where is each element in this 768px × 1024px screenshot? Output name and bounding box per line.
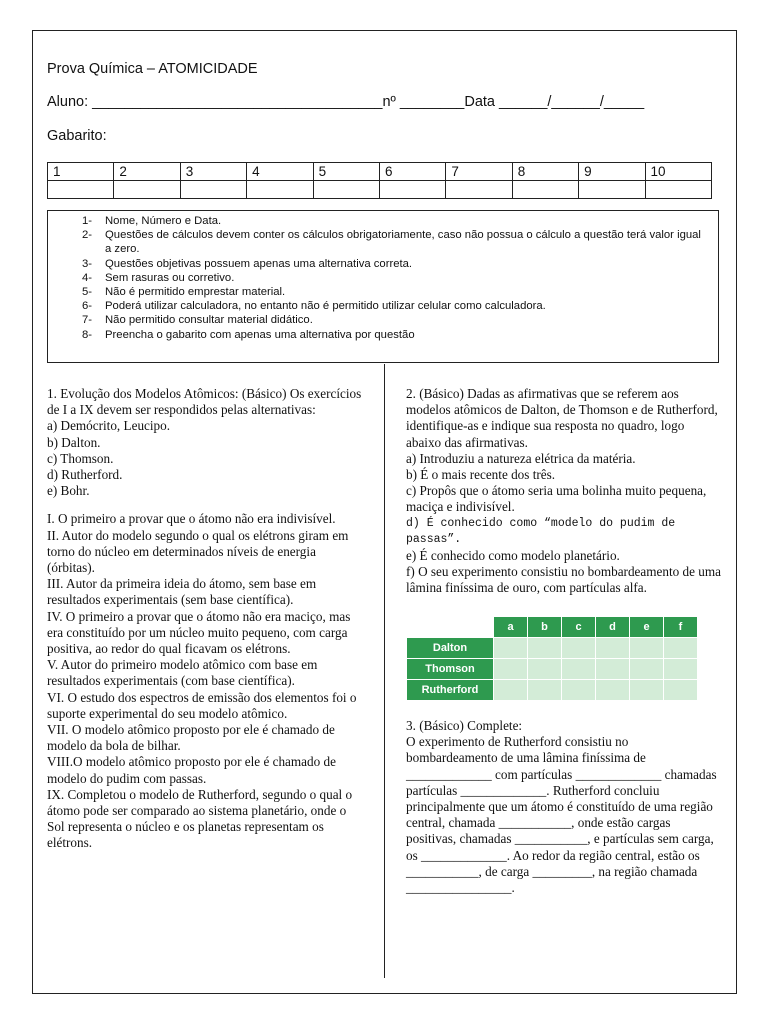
q1-option: b) Dalton. — [47, 434, 101, 450]
answer-key-grid — [47, 162, 712, 199]
models-answer-cell[interactable] — [596, 659, 630, 680]
models-column-header: d — [596, 617, 630, 638]
rule-text: Sem rasuras ou corretivo. — [105, 271, 235, 284]
models-answer-cell[interactable] — [664, 680, 698, 701]
q2-statement: d) É conhecido como “modelo do pudim de passas”. — [406, 516, 676, 546]
answer-key-number: 5 — [313, 163, 379, 181]
answer-cell[interactable] — [48, 181, 114, 199]
question-3 — [406, 718, 722, 896]
question-1 — [47, 386, 365, 852]
q1-item: IX. Completou o modelo de Rutherford, segundo o qual o átomo pode ser comparado ao sistema planetário, onde o Sol representa o núcleo e os planetas representam os elétrons. — [47, 786, 353, 851]
models-column-header: e — [630, 617, 664, 638]
answer-key-number: 7 — [446, 163, 512, 181]
rule-text: Não permitido consultar material didático. — [105, 314, 313, 327]
q2-statement: e) É conhecido como modelo planetário. — [406, 548, 620, 564]
rule-number: 7- — [82, 314, 93, 327]
q1-item: V. Autor do primeiro modelo atômico com base em resultados experimentais (com base científica). — [47, 657, 318, 689]
answer-key-number: 4 — [247, 163, 313, 181]
models-answer-cell[interactable] — [494, 638, 528, 659]
rule-text: Não é permitido emprestar material. — [105, 286, 286, 299]
q3-title: 3. (Básico) Complete: — [406, 718, 523, 733]
models-column-header: c — [562, 617, 596, 638]
q1-option: e) Bohr. — [47, 483, 90, 499]
rule-item — [82, 313, 702, 327]
models-answer-cell[interactable] — [664, 638, 698, 659]
q1-item: I. O primeiro a provar que o átomo não era indivisível. — [47, 511, 336, 527]
models-column-header: b — [528, 617, 562, 638]
answer-cell[interactable] — [180, 181, 246, 199]
answer-key-numbers-row — [48, 163, 712, 181]
q2-statement: c) Propôs que o átomo seria uma bolinha muito pequena, maciça e indivisível. — [406, 483, 707, 515]
rule-number: 2- — [82, 229, 93, 242]
models-column-header: a — [494, 617, 528, 638]
models-answer-cell[interactable] — [562, 659, 596, 680]
models-answer-cell[interactable] — [664, 659, 698, 680]
q1-option: a) Demócrito, Leucipo. — [47, 418, 171, 434]
models-row-header: Rutherford — [407, 680, 494, 701]
rule-text: Poderá utilizar calculadora, no entanto não é permitido utilizar celular como calculadora. — [105, 300, 546, 313]
answer-key-number: 9 — [579, 163, 645, 181]
models-answer-cell[interactable] — [528, 659, 562, 680]
answer-cell[interactable] — [114, 181, 180, 199]
answer-key-number: 6 — [379, 163, 445, 181]
models-answer-cell[interactable] — [630, 680, 664, 701]
column-divider — [384, 364, 385, 978]
models-header-row — [407, 617, 698, 638]
rule-number: 6- — [82, 300, 93, 313]
answer-cell[interactable] — [579, 181, 645, 199]
answer-cell[interactable] — [379, 181, 445, 199]
answer-cell[interactable] — [645, 181, 711, 199]
rule-item — [82, 328, 702, 342]
rule-item — [82, 214, 702, 228]
q2-statement: a) Introduziu a natureza elétrica da matéria. — [406, 450, 636, 466]
rules-list — [82, 214, 702, 342]
q1-item: II. Autor do modelo segundo o qual os elétrons giram em torno do núcleo em determinados níveis de energia (órbitas). — [47, 527, 349, 576]
answer-key-number: 1 — [48, 163, 114, 181]
rule-text: Questões de cálculos devem conter os cálculos obrigatoriamente, caso não possua o cálculo a questão terá valor igual a zero. — [105, 229, 701, 256]
q1-item: VIII.O modelo atômico proposto por ele é chamado de modelo do pudim com passas. — [47, 754, 336, 786]
rule-text: Nome, Número e Data. — [105, 215, 222, 227]
q2-intro: 2. (Básico) Dadas as afirmativas que se referem aos modelos atômicos de Dalton, de Thomson e de Rutherford, identifique-as e indique sua resposta no quadro, logo abaixo das afirmativas. — [406, 386, 718, 450]
models-answer-table — [406, 616, 698, 701]
models-answer-cell[interactable] — [562, 680, 596, 701]
q2-statement: b) É o mais recente dos três. — [406, 467, 556, 483]
models-row-thomson — [407, 659, 698, 680]
rule-item — [82, 271, 702, 285]
answer-cell[interactable] — [313, 181, 379, 199]
models-row-rutherford — [407, 680, 698, 701]
rule-item — [82, 299, 702, 313]
models-answer-cell[interactable] — [596, 680, 630, 701]
rule-text: Preencha o gabarito com apenas uma alternativa por questão — [105, 328, 415, 341]
answer-key-number: 8 — [512, 163, 578, 181]
models-row-dalton — [407, 638, 698, 659]
q1-item: VI. O estudo dos espectros de emissão dos elementos foi o suporte experimental do seu modelo atômico. — [47, 689, 357, 721]
answer-cell[interactable] — [247, 181, 313, 199]
q1-item: III. Autor da primeira ideia do átomo, sem base em resultados experimentais (sem base científica). — [47, 576, 317, 608]
models-answer-cell[interactable] — [528, 680, 562, 701]
rule-number: 4- — [82, 271, 93, 284]
rule-text: Questões objetivas possuem apenas uma alternativa correta. — [105, 257, 413, 270]
q1-option: d) Rutherford. — [47, 467, 123, 483]
rule-number: 5- — [82, 286, 93, 299]
models-answer-cell[interactable] — [562, 638, 596, 659]
answer-cell[interactable] — [512, 181, 578, 199]
answer-key-number: 2 — [114, 163, 180, 181]
models-answer-cell[interactable] — [630, 659, 664, 680]
q1-item: IV. O primeiro a provar que o átomo não era maciço, mas era constituído por um núcleo muito pequeno, com carga positiva, ao redor do qual ficavam os elétrons. — [47, 608, 351, 657]
models-row-header: Thomson — [407, 659, 494, 680]
models-answer-cell[interactable] — [494, 680, 528, 701]
models-column-header: f — [664, 617, 698, 638]
rule-item — [82, 285, 702, 299]
models-corner — [407, 617, 494, 638]
rules-box — [47, 210, 719, 363]
q1-item: VII. O modelo atômico proposto por ele é chamado de modelo da bola de bilhar. — [47, 722, 335, 754]
q1-intro: 1. Evolução dos Modelos Atômicos: (Básico) Os exercícios de I a IX devem ser respondidos pelas alternativas: — [47, 386, 362, 418]
q1-option: c) Thomson. — [47, 450, 114, 466]
q2-statement: f) O seu experimento consistiu no bombardeamento de uma lâmina finíssima de ouro, com partículas alfa. — [406, 564, 721, 596]
answer-cell[interactable] — [446, 181, 512, 199]
exam-title: Prova Química – ATOMICIDADE — [47, 61, 258, 77]
rule-number: 8- — [82, 328, 93, 341]
answer-key-blank-row — [48, 181, 712, 199]
rule-number: 3- — [82, 257, 93, 270]
answer-key-number: 3 — [180, 163, 246, 181]
q3-text[interactable]: O experimento de Rutherford consistiu no bombardeamento de uma lâmina finíssima de _____________ com partículas _____________ chamadas partículas _____________. Rutherford concluiu principalmente que um átomo é constituído de uma região central, chamada ___________, onde estão cargas positivas, chamadas ___________, e partículas sem carga, os _____________. Ao redor da região central, estão os ___________, de carga _________, na região chamada ________________. — [406, 734, 717, 896]
rule-item — [82, 228, 702, 256]
answer-key-number: 10 — [645, 163, 711, 181]
rule-item — [82, 257, 702, 271]
models-answer-cell[interactable] — [596, 638, 630, 659]
question-2 — [406, 386, 722, 597]
student-info-line[interactable]: Aluno: ____________________________________nº ________Data ______/______/_____ — [47, 94, 645, 110]
rule-number: 1- — [82, 215, 93, 227]
models-row-header: Dalton — [407, 638, 494, 659]
models-answer-cell[interactable] — [528, 638, 562, 659]
answer-key-label: Gabarito: — [47, 128, 107, 144]
models-answer-cell[interactable] — [630, 638, 664, 659]
models-answer-cell[interactable] — [494, 659, 528, 680]
